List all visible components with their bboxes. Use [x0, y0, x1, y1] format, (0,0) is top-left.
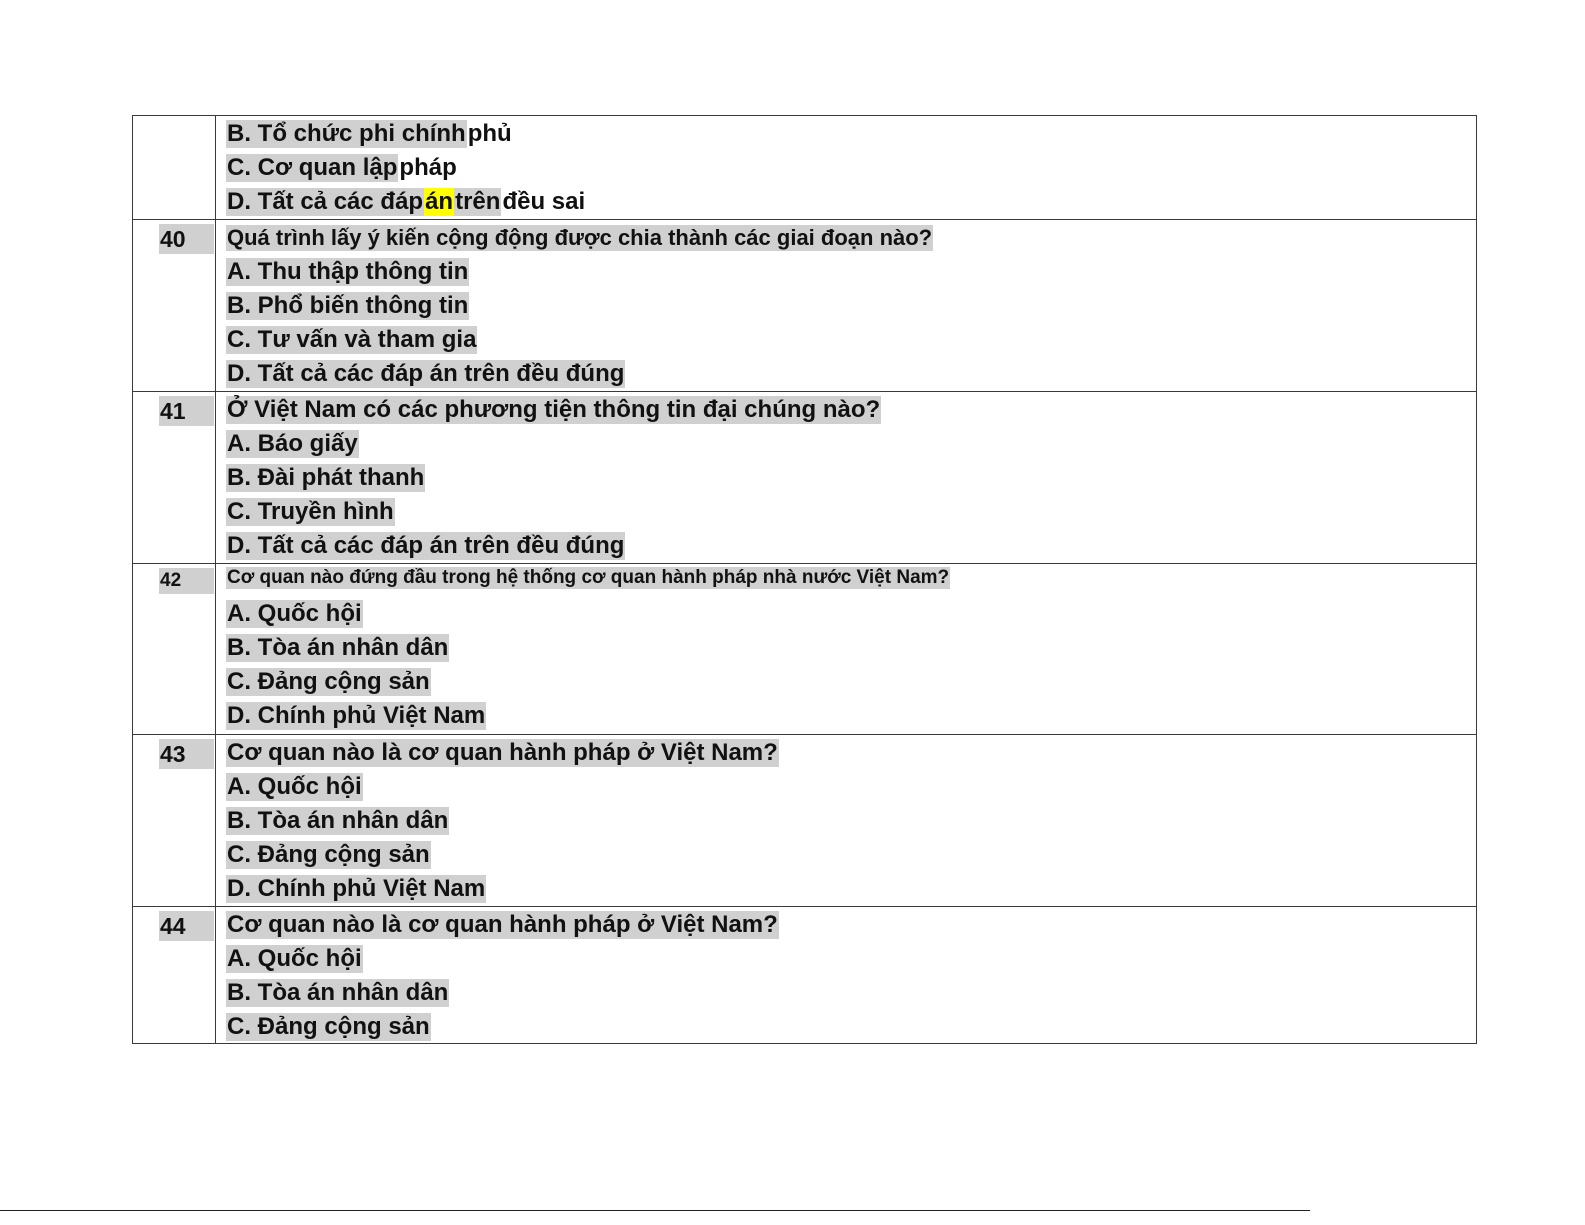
option-text: B. Phổ biến thông tin [227, 292, 469, 319]
question-body-cell [216, 392, 1476, 563]
option-text-highlight: án [425, 188, 454, 215]
question-row [133, 391, 1476, 563]
option-text: C. Truyền hình [227, 498, 394, 525]
option-line [226, 461, 1476, 495]
option-text: B. Tòa án nhân dân [227, 979, 449, 1006]
option-line [226, 151, 1476, 185]
question-table [132, 115, 1477, 1044]
option-text: D. Tất cả các đáp [227, 188, 424, 215]
option-line [226, 770, 1476, 804]
question-body-cell [216, 907, 1476, 1043]
option-text: C. Cơ quan lập [227, 154, 398, 181]
question-text: Cơ quan nào đứng đầu trong hệ thống cơ quan hành pháp nhà nước Việt Nam? [227, 567, 950, 588]
option-text: D. Tất cả các đáp án trên đều đúng [227, 360, 625, 387]
option-text-tail: đều sai [502, 188, 586, 215]
option-text: A. Thu thập thông tin [227, 258, 469, 285]
question-text: Cơ quan nào là cơ quan hành pháp ở Việt Nam? [227, 739, 778, 766]
question-text: Ở Việt Nam có các phương tiện thông tin đại chúng nào? [227, 396, 881, 423]
question-text-line [226, 736, 1476, 770]
option-line [226, 699, 1476, 733]
option-text: C. Đảng cộng sản [227, 668, 430, 695]
question-number-cell [133, 116, 216, 219]
option-text: C. Đảng cộng sản [227, 1013, 430, 1040]
option-text: A. Quốc hội [227, 600, 362, 627]
option-line [226, 1010, 1476, 1044]
footer-rule [0, 1210, 1310, 1211]
question-number-cell [133, 907, 216, 1043]
option-line [226, 289, 1476, 323]
option-text: D. Chính phủ Việt Nam [227, 875, 486, 902]
question-text: Cơ quan nào là cơ quan hành pháp ở Việt Nam? [227, 911, 778, 938]
option-text: B. Tòa án nhân dân [227, 634, 449, 661]
question-body-cell [216, 116, 1476, 219]
question-row [133, 219, 1476, 391]
option-text: A. Báo giấy [227, 430, 358, 457]
option-line [226, 942, 1476, 976]
option-line [226, 838, 1476, 872]
question-body-cell [216, 220, 1476, 391]
question-text-line [226, 393, 1476, 427]
question-body-cell [216, 735, 1476, 906]
question-number: 40 [159, 224, 214, 254]
option-line [226, 495, 1476, 529]
option-text: trên [455, 188, 501, 215]
option-text: A. Quốc hội [227, 945, 362, 972]
question-number: 41 [159, 396, 214, 426]
option-line [226, 357, 1476, 391]
option-line [226, 255, 1476, 289]
option-line [226, 804, 1476, 838]
question-number: 44 [159, 911, 214, 941]
option-text-tail: pháp [399, 154, 457, 181]
option-text: B. Tổ chức phi chính [227, 120, 466, 147]
question-text: Quá trình lấy ý kiến cộng động được chia thành các giai đoạn nào? [227, 225, 933, 250]
question-text-line [226, 221, 1476, 255]
option-line [226, 631, 1476, 665]
question-body-cell [216, 564, 1476, 734]
option-line [226, 976, 1476, 1010]
question-row [133, 734, 1476, 906]
option-line [226, 529, 1476, 563]
option-line [226, 665, 1476, 699]
option-line [226, 323, 1476, 357]
question-number-cell [133, 564, 216, 734]
question-number-cell [133, 220, 216, 391]
option-line [226, 597, 1476, 631]
option-text: B. Đài phát thanh [227, 464, 425, 491]
question-text-line [226, 565, 1476, 597]
option-line [226, 185, 1476, 219]
option-line [226, 872, 1476, 906]
question-row [133, 906, 1476, 1043]
question-row-continued [133, 116, 1476, 219]
option-text: D. Tất cả các đáp án trên đều đúng [227, 532, 625, 559]
option-line [226, 117, 1476, 151]
option-line [226, 427, 1476, 461]
option-text: D. Chính phủ Việt Nam [227, 702, 486, 729]
question-number: 43 [159, 739, 214, 769]
question-number-cell [133, 735, 216, 906]
question-number-cell [133, 392, 216, 563]
option-text: A. Quốc hội [227, 773, 362, 800]
question-row [133, 563, 1476, 734]
option-text: B. Tòa án nhân dân [227, 807, 449, 834]
option-text: C. Đảng cộng sản [227, 841, 430, 868]
option-text: C. Tư vấn và tham gia [227, 326, 477, 353]
question-number: 42 [159, 568, 214, 594]
option-text-tail: phủ [467, 120, 512, 147]
question-text-line [226, 908, 1476, 942]
